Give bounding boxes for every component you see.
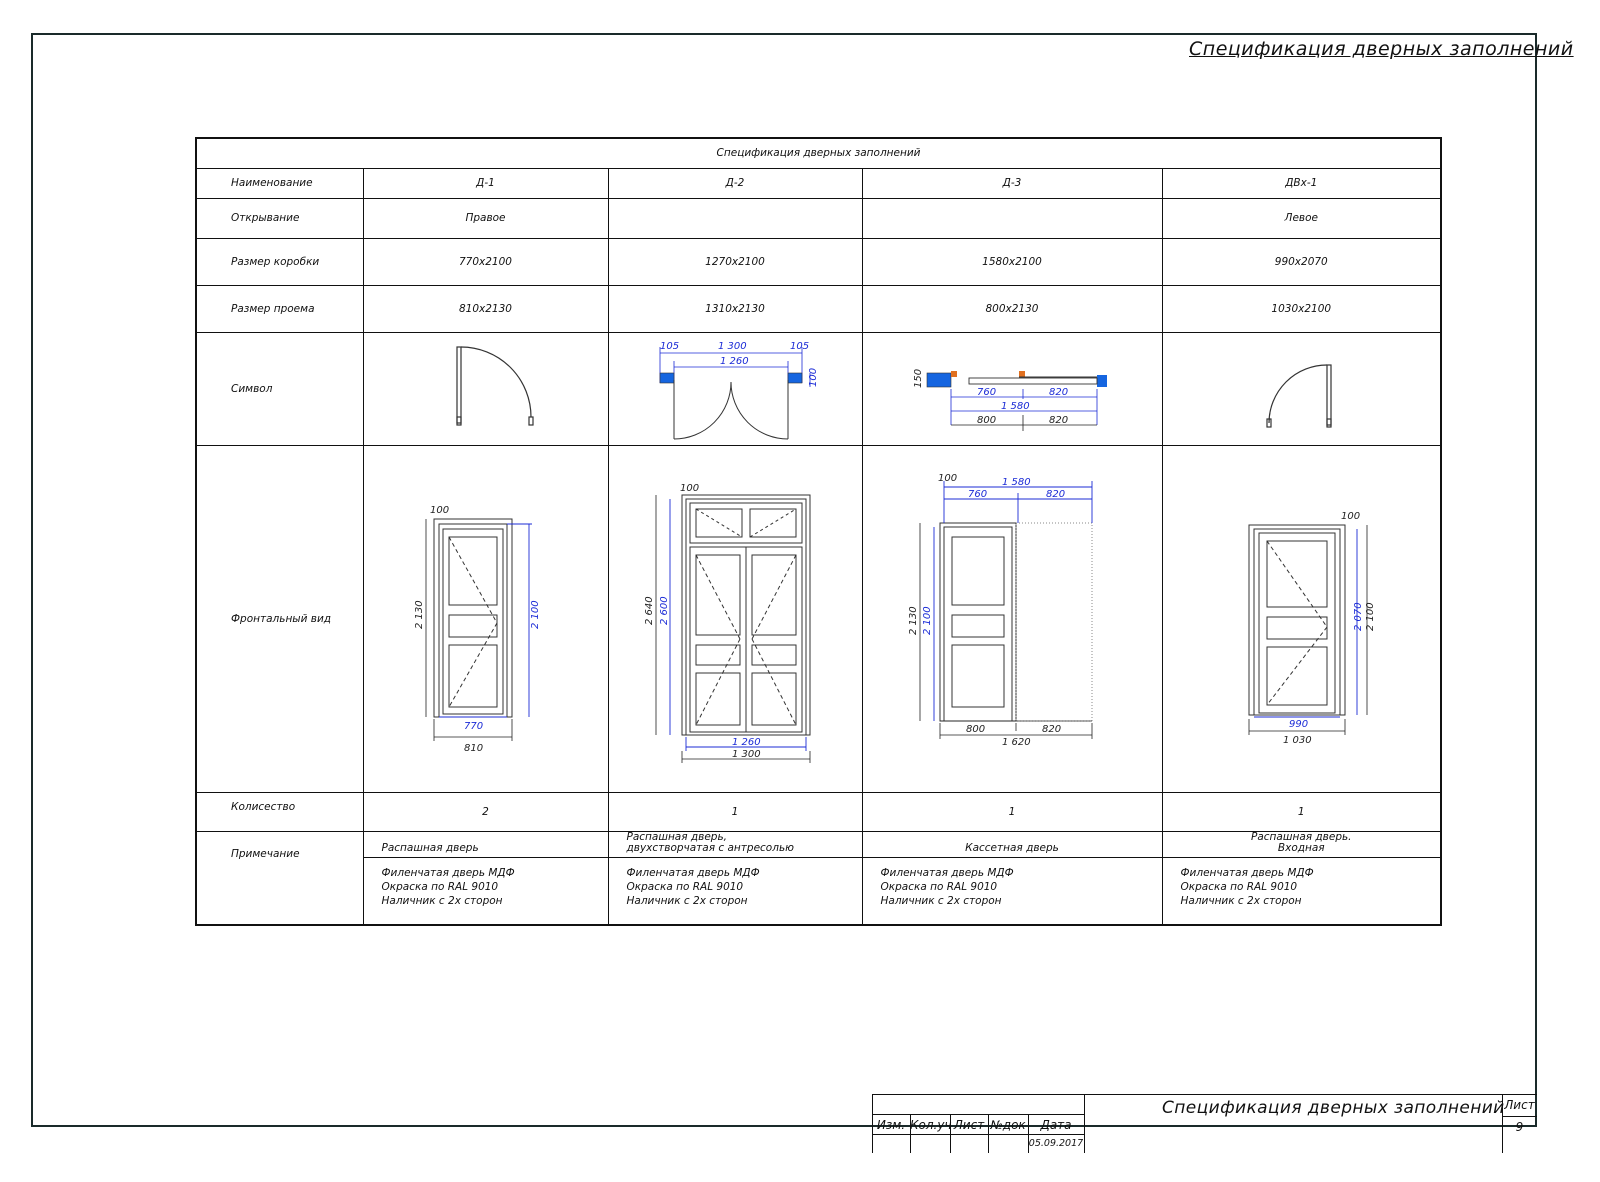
d2-front-dim-width-inner: 1 260 bbox=[732, 736, 761, 748]
door-quantity: 1 bbox=[608, 792, 862, 831]
d3-front-dim-height-inner: 2 100 bbox=[922, 605, 933, 635]
sheet-title: Спецификация дверных заполнений bbox=[1189, 38, 1574, 60]
door-note-type bbox=[608, 831, 862, 857]
d1-front-dim-top: 100 bbox=[429, 504, 449, 516]
d3-front-dim-height-outer: 2 130 bbox=[908, 605, 919, 635]
door-quantity: 1 bbox=[862, 792, 1162, 831]
stamp-header-date: Дата bbox=[1040, 1118, 1072, 1132]
d3-symbol-dim-slide: 820 bbox=[1049, 386, 1069, 398]
dvh1-front-cell bbox=[1162, 445, 1441, 792]
d2-symbol-dim-inner: 1 260 bbox=[720, 355, 749, 367]
d2-front-dim-height-inner: 2 600 bbox=[659, 595, 670, 625]
d2-symbol-dim-left: 105 bbox=[660, 340, 680, 352]
row-label-symbol: Символ bbox=[196, 332, 363, 445]
table-row bbox=[196, 238, 1441, 285]
table-row bbox=[196, 168, 1441, 198]
table-row-note-type bbox=[196, 831, 1441, 857]
d2-front-dim-top: 100 bbox=[680, 482, 700, 494]
table-caption: Спецификация дверных заполнений bbox=[196, 138, 1441, 168]
door-name: Д-1 bbox=[363, 168, 608, 198]
dvh1-front-dim-height-outer: 2 100 bbox=[1365, 601, 1377, 631]
d2-front-dim-width-outer: 1 300 bbox=[732, 748, 761, 760]
dvh1-front-dim-width-inner: 990 bbox=[1289, 718, 1309, 730]
row-label-quantity: Колисество bbox=[196, 792, 363, 831]
row-label-front-view: Фронтальный вид bbox=[196, 445, 363, 792]
d2-front-dim-height-outer: 2 640 bbox=[644, 595, 655, 625]
title-block-divider bbox=[1084, 1094, 1085, 1153]
row-label-frame-size: Размер коробки bbox=[196, 238, 363, 285]
d3-symbol-dim-pocket: 820 bbox=[1049, 414, 1069, 426]
table-caption-row bbox=[196, 138, 1441, 168]
d2-symbol-dim-depth: 100 bbox=[808, 367, 819, 387]
dvh1-front-dim-top: 100 bbox=[1341, 510, 1361, 522]
d1-front-cell bbox=[363, 445, 608, 792]
d3-symbol-dim-total: 1 580 bbox=[1001, 400, 1030, 412]
stamp-header-izm: Изм. bbox=[876, 1118, 906, 1132]
note-line: Окраска по RAL 9010 bbox=[626, 880, 744, 893]
door-opening: Правое bbox=[363, 198, 608, 238]
dvh1-front-dim-height-inner: 2 070 bbox=[1353, 601, 1365, 631]
stamp-date: 05.09.2017 bbox=[1028, 1138, 1084, 1149]
door-opening: Левое bbox=[1162, 198, 1441, 238]
note-line: Филенчатая дверь МДФ bbox=[880, 866, 1014, 879]
note-line: Филенчатая дверь МДФ bbox=[626, 866, 760, 879]
note-line: Окраска по RAL 9010 bbox=[880, 880, 998, 893]
door-opening bbox=[608, 198, 862, 238]
door-note-type bbox=[1162, 831, 1441, 857]
d2-plan-symbol bbox=[640, 335, 830, 443]
d3-symbol-dim-leaf: 760 bbox=[977, 386, 997, 398]
d3-symbol-cell bbox=[862, 332, 1162, 445]
door-aperture-size: 800х2130 bbox=[862, 285, 1162, 332]
door-frame-size: 1270х2100 bbox=[608, 238, 862, 285]
d1-symbol-cell bbox=[363, 332, 608, 445]
note-line: Наличник с 2х сторон bbox=[1180, 894, 1302, 907]
d3-plan-symbol bbox=[897, 339, 1127, 439]
door-note-details bbox=[1162, 857, 1441, 925]
d3-front-cell bbox=[862, 445, 1162, 792]
d3-symbol-dim-aperture: 800 bbox=[977, 414, 997, 426]
stamp-sheet-label: Лист bbox=[1504, 1098, 1535, 1112]
note-line: Наличник с 2х сторон bbox=[626, 894, 748, 907]
d3-symbol-dim-depth: 150 bbox=[913, 368, 924, 388]
door-aperture-size: 810х2130 bbox=[363, 285, 608, 332]
d1-front-dim-height-outer: 2 130 bbox=[413, 599, 425, 629]
row-label-name: Наименование bbox=[196, 168, 363, 198]
door-name: ДВх-1 bbox=[1162, 168, 1441, 198]
door-frame-size: 1580х2100 bbox=[862, 238, 1162, 285]
door-note-type-line: Входная bbox=[1277, 841, 1325, 854]
dvh1-front-view bbox=[1201, 469, 1401, 769]
d3-front-dim-width-outer: 1 620 bbox=[1002, 736, 1031, 748]
door-frame-size: 770х2100 bbox=[363, 238, 608, 285]
stamp-header-koluch: Кол.уч bbox=[910, 1118, 952, 1132]
door-note-type: Кассетная дверь bbox=[862, 831, 1162, 857]
table-row bbox=[196, 198, 1441, 238]
d3-front-dim-slide: 820 bbox=[1046, 488, 1066, 500]
d2-symbol-cell bbox=[608, 332, 862, 445]
dvh1-front-dim-width-outer: 1 030 bbox=[1283, 734, 1312, 746]
door-aperture-size: 1310х2130 bbox=[608, 285, 862, 332]
door-name: Д-3 bbox=[862, 168, 1162, 198]
d3-front-dim-top: 100 bbox=[938, 472, 958, 484]
table-row-note-details bbox=[196, 857, 1441, 925]
table-row-front-views bbox=[196, 445, 1441, 792]
d2-symbol-dim-total: 1 300 bbox=[718, 340, 747, 352]
note-line: Окраска по RAL 9010 bbox=[1180, 880, 1298, 893]
door-note-details bbox=[862, 857, 1162, 925]
row-label-note: Примечание bbox=[196, 831, 363, 925]
note-line: Наличник с 2х сторон bbox=[880, 894, 1002, 907]
d2-front-view bbox=[620, 459, 850, 779]
door-aperture-size: 1030х2100 bbox=[1162, 285, 1441, 332]
note-line: Наличник с 2х сторон bbox=[381, 894, 503, 907]
d1-front-dim-height-inner: 2 100 bbox=[529, 599, 541, 629]
door-note-type-line: двухстворчатая с антресолью bbox=[626, 841, 794, 854]
title-block-date-line bbox=[872, 1134, 1084, 1135]
stamp-sheet-number: 9 bbox=[1515, 1120, 1524, 1134]
door-specification-table bbox=[195, 137, 1442, 926]
d3-front-dim-total: 1 580 bbox=[1002, 476, 1031, 488]
door-quantity: 1 bbox=[1162, 792, 1441, 831]
door-name: Д-2 bbox=[608, 168, 862, 198]
d1-front-dim-width-inner: 770 bbox=[463, 720, 483, 732]
door-opening bbox=[862, 198, 1162, 238]
door-quantity: 2 bbox=[363, 792, 608, 831]
stamp-header-ndok: №док bbox=[990, 1118, 1026, 1132]
row-label-aperture-size: Размер проема bbox=[196, 285, 363, 332]
note-line: Филенчатая дверь МДФ bbox=[1180, 866, 1314, 879]
stamp-header-list: Лист bbox=[953, 1118, 985, 1132]
d1-front-dim-width-outer: 810 bbox=[463, 742, 483, 754]
d3-front-dim-leaf: 760 bbox=[968, 488, 988, 500]
door-note-type-line: Распашная дверь. bbox=[1251, 830, 1352, 843]
dvh1-plan-symbol bbox=[1241, 339, 1361, 439]
door-frame-size: 990х2070 bbox=[1162, 238, 1441, 285]
door-note-details bbox=[363, 857, 608, 925]
door-note-type-line: Распашная дверь, bbox=[626, 830, 727, 843]
table-row bbox=[196, 285, 1441, 332]
door-note-type: Распашная дверь bbox=[363, 831, 608, 857]
title-block bbox=[872, 1094, 1537, 1153]
door-note-details bbox=[608, 857, 862, 925]
dvh1-symbol-cell bbox=[1162, 332, 1441, 445]
d3-front-dim-pocket: 820 bbox=[1042, 723, 1062, 735]
title-block-sheet-line bbox=[1502, 1116, 1537, 1117]
d2-symbol-dim-right: 105 bbox=[790, 340, 810, 352]
d1-front-view bbox=[386, 469, 586, 769]
note-line: Окраска по RAL 9010 bbox=[381, 880, 499, 893]
table-row bbox=[196, 792, 1441, 831]
stamp-title: Спецификация дверных заполнений bbox=[1162, 1098, 1505, 1118]
table-row-symbols bbox=[196, 332, 1441, 445]
row-label-opening: Открывание bbox=[196, 198, 363, 238]
note-line: Филенчатая дверь МДФ bbox=[381, 866, 515, 879]
d3-front-dim-aperture: 800 bbox=[966, 723, 986, 735]
d2-front-cell bbox=[608, 445, 862, 792]
d3-front-view bbox=[882, 469, 1142, 769]
d1-plan-symbol bbox=[426, 339, 546, 439]
